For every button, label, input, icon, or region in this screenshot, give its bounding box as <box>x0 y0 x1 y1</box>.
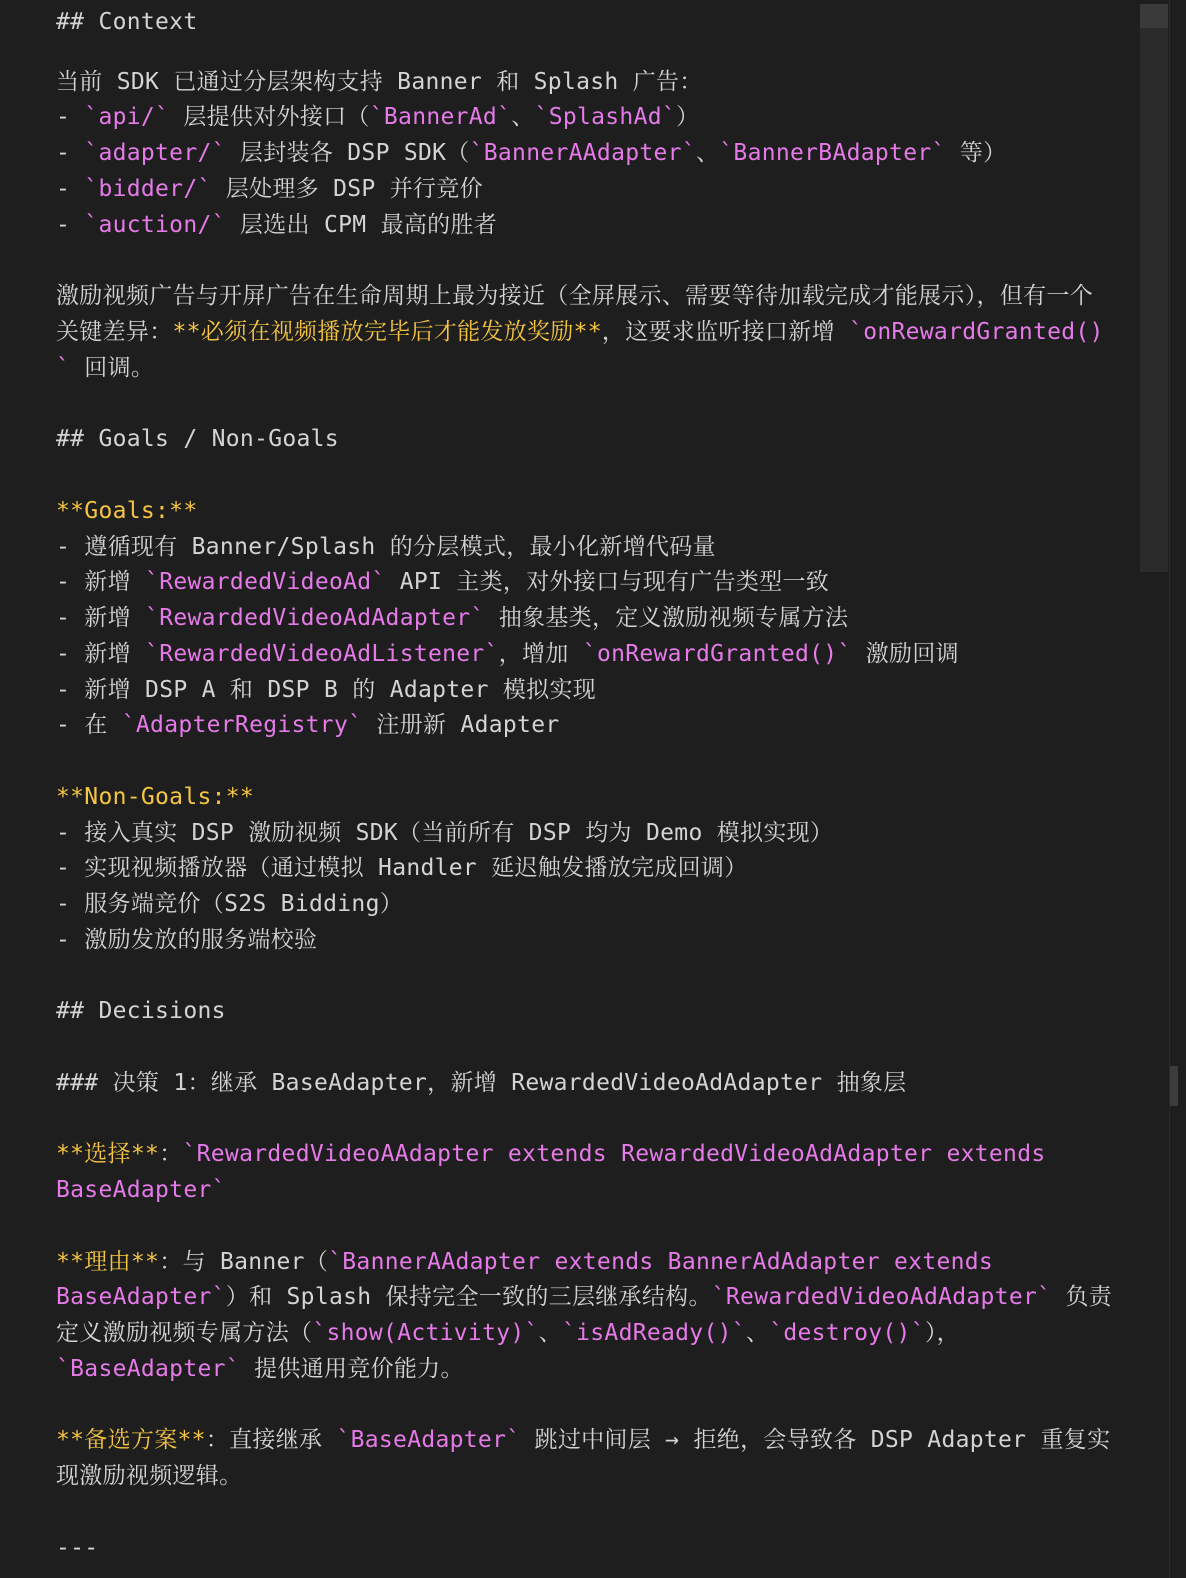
line-text: 等） <box>945 140 1007 166</box>
editor-line[interactable] <box>56 993 226 1029</box>
bold-text: **必须在视频播放完毕后才能发放奖励** <box>172 319 602 345</box>
editor-line[interactable] <box>56 564 829 600</box>
line-text: 、 <box>538 1320 562 1346</box>
inline-code: `isAdReady()` <box>561 1320 746 1346</box>
editor-line[interactable] <box>56 4 197 40</box>
editor-line[interactable] <box>56 493 197 529</box>
line-text: - <box>56 176 85 202</box>
editor-line[interactable] <box>56 1279 1112 1315</box>
line-text: ） <box>676 104 700 130</box>
inline-code: `api/` <box>84 104 170 130</box>
line-text: 当前 SDK 已通过分层架构支持 Banner 和 Splash 广告： <box>56 69 703 95</box>
inline-code: `show(Activity)` <box>312 1320 539 1346</box>
line-text: 提供通用竞价能力。 <box>239 1356 464 1382</box>
editor-line[interactable] <box>56 529 716 565</box>
inline-code: BaseAdapter` <box>56 1177 226 1203</box>
line-text: - 新增 <box>56 569 146 595</box>
inline-code: `RewardedVideoAdAdapter` <box>145 605 485 631</box>
inline-code: `BannerAAdapter` <box>469 140 696 166</box>
inline-code: `SplashAd` <box>534 104 677 130</box>
line-text: ：直接继承 <box>205 1427 337 1453</box>
line-text: - 在 <box>56 712 122 738</box>
line-text: 关键差异： <box>56 319 173 345</box>
inline-code: `adapter/` <box>84 140 226 166</box>
line-text: 激励回调 <box>851 641 959 667</box>
line-number-gutter <box>0 0 6 1578</box>
line-text: - 接入真实 DSP 激励视频 SDK（当前所有 DSP 均为 Demo 模拟实现） <box>56 820 834 846</box>
line-text: - 新增 DSP A 和 DSP B 的 Adapter 模拟实现 <box>56 677 597 703</box>
editor-line[interactable] <box>56 1458 242 1494</box>
line-text: - <box>56 104 85 130</box>
inline-code: `RewardedVideoAd` <box>145 569 386 595</box>
line-text: ### 决策 1：继承 BaseAdapter，新增 RewardedVideoAdAdapter 抽象层 <box>56 1070 907 1096</box>
editor-line[interactable] <box>56 815 833 851</box>
cursor-position-marker <box>1170 1066 1178 1106</box>
inline-code: `bidder/` <box>84 176 212 202</box>
editor-line[interactable] <box>56 1422 1110 1458</box>
inline-code: `onRewardGranted() <box>849 319 1104 345</box>
editor-line[interactable] <box>56 314 1104 350</box>
line-text: - 实现视频播放器（通过模拟 Handler 延迟触发播放完成回调） <box>56 855 748 881</box>
inline-code: `BannerAd` <box>369 104 512 130</box>
line-text: - 新增 <box>56 641 146 667</box>
line-text: - <box>56 212 85 238</box>
editor-line[interactable] <box>56 707 560 743</box>
line-text: 跳过中间层 → 拒绝，会导致各 DSP Adapter 重复实 <box>520 1427 1111 1453</box>
line-text: 、 <box>695 140 720 166</box>
line-text: ： <box>159 1141 183 1167</box>
line-text: 注册新 Adapter <box>362 712 560 738</box>
editor-line[interactable] <box>56 171 483 207</box>
line-text: ## Goals / Non-Goals <box>56 426 339 452</box>
line-text: 层选出 CPM 最高的胜者 <box>225 212 498 238</box>
editor-line[interactable] <box>56 421 339 457</box>
line-text: ）和 Splash 保持完全一致的三层继承结构。 <box>225 1284 712 1310</box>
editor-line[interactable] <box>56 850 748 886</box>
line-text: 层提供对外接口（ <box>169 104 370 130</box>
line-text: ，增加 <box>498 641 583 667</box>
line-text: ## Context <box>56 9 198 35</box>
editor-line[interactable] <box>56 207 497 243</box>
line-text: ：与 Banner（ <box>159 1249 329 1275</box>
editor-line[interactable] <box>56 636 959 672</box>
editor-line[interactable] <box>56 672 596 708</box>
editor-line[interactable] <box>56 1065 906 1101</box>
inline-code: `onRewardGranted()` <box>582 641 852 667</box>
inline-code: `RewardedVideoAdListener` <box>145 641 499 667</box>
line-text: ）， <box>924 1320 960 1346</box>
line-text: 、 <box>745 1320 770 1346</box>
bold-text: **选择** <box>56 1141 160 1167</box>
bold-text: **备选方案** <box>56 1427 206 1453</box>
line-text: ## Decisions <box>56 998 226 1024</box>
editor-line[interactable] <box>56 922 317 958</box>
bold-text: **理由** <box>56 1249 160 1275</box>
editor-line[interactable] <box>56 1136 1046 1172</box>
inline-code: `RewardedVideoAAdapter extends RewardedVideoAdAdapter extends <box>182 1141 1046 1167</box>
line-text: 回调。 <box>70 355 155 381</box>
line-text: - <box>56 140 85 166</box>
inline-code: `BaseAdapter` <box>336 1427 521 1453</box>
inline-code: `AdapterRegistry` <box>121 712 363 738</box>
inline-code: ` <box>56 355 71 381</box>
line-text: - 新增 <box>56 605 146 631</box>
line-text: 激励视频广告与开屏广告在生命周期上最为接近（全屏展示、需要等待加载完成才能展示），但有一个 <box>56 283 1093 309</box>
line-text: ，这要求监听接口新增 <box>601 319 850 345</box>
editor-line[interactable] <box>56 1172 226 1208</box>
line-text: 、 <box>511 104 535 130</box>
editor-line[interactable] <box>56 350 154 386</box>
overview-ruler[interactable] <box>1169 0 1178 1578</box>
inline-code: `auction/` <box>84 212 226 238</box>
line-text: - 服务端竞价（S2S Bidding） <box>56 891 404 917</box>
editor-line[interactable] <box>56 1530 98 1566</box>
editor-line[interactable] <box>56 600 848 636</box>
bold-text: **Non-Goals:** <box>56 784 255 810</box>
line-text: 层封装各 DSP SDK（ <box>225 140 470 166</box>
editor-line[interactable] <box>56 886 403 922</box>
line-text: API 主类，对外接口与现有广告类型一致 <box>385 569 830 595</box>
inline-code: `BannerBAdapter` <box>719 140 946 166</box>
line-text: 负责 <box>1051 1284 1113 1310</box>
editor-line[interactable] <box>56 1315 960 1351</box>
line-text: - 遵循现有 Banner/Splash 的分层模式，最小化新增代码量 <box>56 534 716 560</box>
inline-code: BaseAdapter` <box>56 1284 226 1310</box>
line-text: --- <box>56 1535 99 1561</box>
line-text: 定义激励视频专属方法（ <box>56 1320 313 1346</box>
inline-code: `RewardedVideoAdAdapter` <box>711 1284 1052 1310</box>
line-text: 层处理多 DSP 并行竞价 <box>211 176 483 202</box>
editor-line[interactable] <box>56 779 254 815</box>
line-text: 现激励视频逻辑。 <box>56 1463 243 1489</box>
editor-line[interactable] <box>56 278 1093 314</box>
line-text: 抽象基类，定义激励视频专属方法 <box>484 605 849 631</box>
editor-line[interactable] <box>56 99 699 135</box>
inline-code: `BaseAdapter` <box>56 1356 240 1382</box>
inline-code: `destroy()` <box>769 1320 925 1346</box>
vertical-scrollbar-thumb[interactable] <box>1140 4 1168 572</box>
bold-text: **Goals:** <box>56 498 198 524</box>
editor-line[interactable] <box>56 1244 993 1280</box>
scrollbar-top-marker <box>1140 4 1168 28</box>
editor-line[interactable] <box>56 135 1006 171</box>
editor-line[interactable] <box>56 1351 464 1387</box>
line-text: - 激励发放的服务端校验 <box>56 927 318 953</box>
inline-code: `BannerAAdapter extends BannerAdAdapter extends <box>328 1249 994 1275</box>
editor-line[interactable] <box>56 64 703 100</box>
